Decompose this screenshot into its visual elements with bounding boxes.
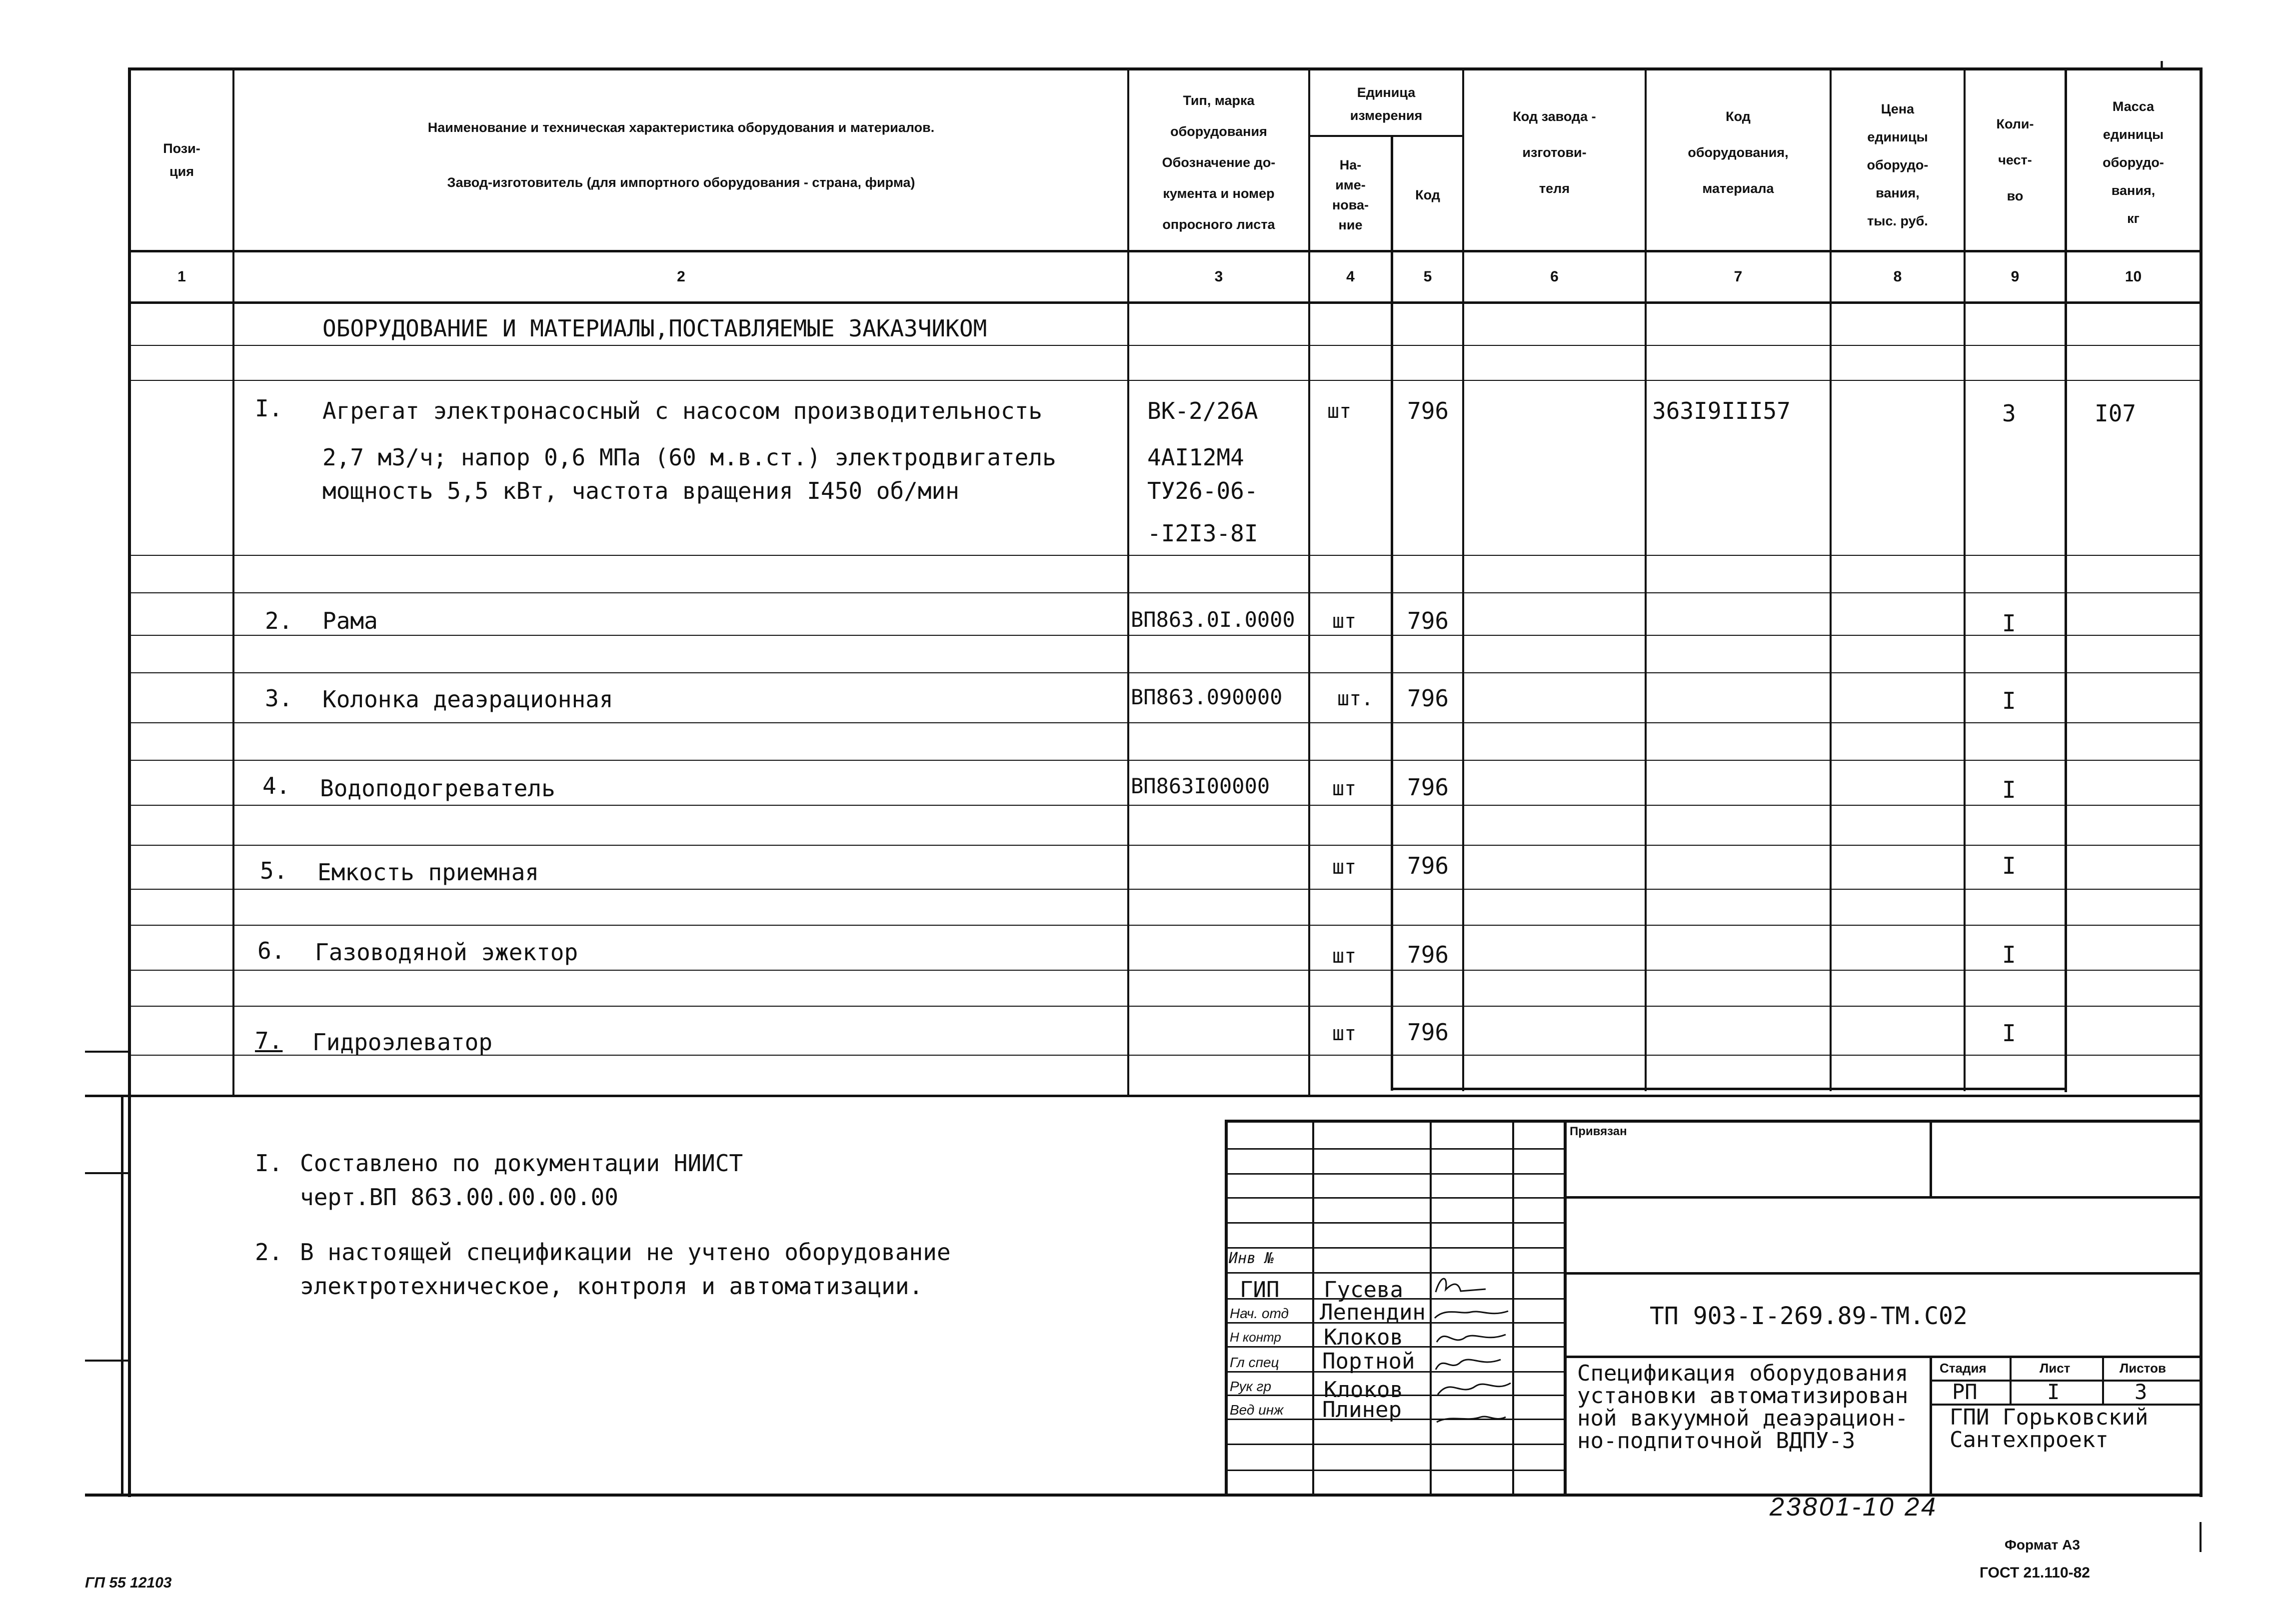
tb-h (1225, 1148, 1565, 1150)
row-sep (129, 345, 2201, 346)
note-text: черт.ВП 863.00.00.00.00 (300, 1184, 618, 1211)
lower-left-border (121, 1097, 123, 1495)
item-unit-code: 796 (1407, 941, 1449, 968)
item-position: 2. (265, 607, 293, 634)
tb-attached-bottom (1564, 1196, 2202, 1199)
header-factory-code: Код завода - изготови- теля (1513, 109, 1596, 196)
item-type: ВК-2/26А (1147, 397, 1258, 424)
item-position: 6. (257, 937, 285, 964)
tb-stage-v1 (2010, 1356, 2012, 1405)
page-corner-mark: ı (2160, 55, 2164, 73)
tb-code-bottom (1564, 1356, 2202, 1358)
stage-label: Стадия (1940, 1361, 1987, 1376)
col-line-6 (1645, 67, 1647, 1091)
tb-name: Гусева (1324, 1277, 1403, 1303)
colnum-8: 8 (1893, 268, 1902, 285)
item-equipment-code: 363I9III57 (1652, 397, 1791, 424)
note-number: 2. (255, 1239, 283, 1266)
tb-left (1225, 1120, 1228, 1495)
row-sep (129, 722, 2201, 723)
item-unit: шт (1327, 400, 1352, 423)
item-name: Гидроэлеватор (312, 1029, 493, 1056)
item-quantity: I (2002, 1020, 2016, 1047)
tb-name: Клоков (1324, 1325, 1403, 1350)
colnum-bottom-line (129, 301, 2201, 304)
archive-number: 23801-10 24 (1770, 1493, 1938, 1522)
colnum-2: 2 (677, 268, 685, 285)
tb-inv-label: Инв № (1229, 1250, 1274, 1267)
header-unit-group: Единица измерения (1350, 84, 1423, 123)
row-sep (129, 672, 2201, 673)
note-text: В настоящей спецификации не учтено оборудование (300, 1239, 951, 1266)
tb-top (1225, 1120, 2202, 1123)
tb-v1 (1312, 1120, 1314, 1495)
note-text: электротехническое, контроля и автоматизации. (300, 1273, 923, 1300)
tb-role: Вед инж (1230, 1402, 1284, 1418)
row-sep (129, 970, 2201, 971)
sheet-value: I (2047, 1380, 2060, 1404)
item-type: ВП863.090000 (1131, 685, 1283, 709)
item-position: 7. (255, 1027, 283, 1054)
item-name: Емкость приемная (317, 859, 539, 886)
colnum-9: 9 (2011, 268, 2020, 285)
tb-role: Гл спец (1230, 1355, 1279, 1370)
item-name: 2,7 м3/ч; напор 0,6 МПа (60 м.в.ст.) электродвигатель (322, 444, 1056, 471)
tb-stage-split (1930, 1356, 1932, 1495)
item-quantity: 3 (2002, 400, 2016, 427)
note-number: I. (255, 1150, 283, 1177)
col-line-5 (1462, 67, 1464, 1091)
item-name: мощность 5,5 кВт, частота вращения I450 об/мин (322, 477, 959, 504)
table-right-border (2200, 67, 2203, 1497)
item-type: -I2I3-8I (1147, 520, 1258, 547)
header-mass: Масса единицы оборудо- вания, кг (2103, 99, 2164, 226)
item-unit-code: 796 (1407, 1019, 1449, 1046)
row-sep (129, 845, 2201, 846)
tb-h (1225, 1247, 1565, 1249)
row-sep (129, 380, 2201, 381)
section-title: ОБОРУДОВАНИЕ И МАТЕРИАЛЫ,ПОСТАВЛЯЕМЫЕ ЗАКАЗЧИКОМ (322, 315, 987, 342)
item-unit: шт (1332, 1022, 1357, 1045)
tb-h (1225, 1272, 1565, 1274)
row-sep (129, 805, 2201, 806)
item-mass: I07 (2095, 400, 2137, 427)
row-sep (129, 925, 2201, 926)
tb-name: Портной (1322, 1349, 1415, 1374)
item-position: 3. (265, 685, 293, 712)
gost-label: ГОСТ 21.110-82 (1980, 1565, 2090, 1581)
header-position: Пози- ция (163, 141, 200, 179)
tb-stage-v2 (2102, 1356, 2104, 1405)
item-position: I. (255, 395, 283, 422)
item-unit-code: 796 (1407, 397, 1449, 424)
header-unit-code: Код (1415, 187, 1440, 202)
inner-box-bottom (1392, 1088, 2067, 1090)
row-sep (129, 635, 2201, 636)
sheets-label: Листов (2120, 1361, 2166, 1376)
tb-v4 (1564, 1120, 1567, 1495)
item-type: ВП863I00000 (1131, 774, 1270, 798)
handwritten-signatures (1431, 1272, 1513, 1445)
sheets-value: 3 (2135, 1380, 2148, 1404)
item-quantity: I (2002, 687, 2016, 714)
item-name: Агрегат электронасосный с насосом производительность (322, 397, 1043, 424)
header-price: Цена единицы оборудо- вания, тыс. руб. (1867, 101, 1929, 228)
tb-name: Плинер (1322, 1397, 1402, 1423)
item-name: Колонка деаэрационная (322, 686, 613, 713)
colnum-5: 5 (1423, 268, 1432, 285)
right-margin-tick (2200, 1522, 2202, 1552)
item-quantity: I (2002, 941, 2016, 968)
tb-name: Клоков (1324, 1377, 1403, 1403)
document-title: установки автоматизирован (1577, 1383, 1909, 1409)
tb-attached-split (1930, 1120, 1932, 1197)
colnum-6: 6 (1550, 268, 1559, 285)
row-sep (129, 592, 2201, 593)
tb-h (1225, 1222, 1565, 1224)
item-unit: шт (1332, 777, 1357, 800)
sheet-label: Лист (2040, 1361, 2071, 1376)
item-name: Водоподогреватель (320, 775, 555, 802)
document-title: ной вакуумной деаэрацион- (1577, 1406, 1909, 1431)
tb-h (1225, 1444, 1565, 1445)
unit-group-divider (1308, 135, 1463, 137)
colnum-4: 4 (1346, 268, 1355, 285)
item-quantity: I (2002, 776, 2016, 803)
row-sep (129, 555, 2201, 556)
organization: ГПИ Горьковский (1950, 1405, 2149, 1430)
item-position: 4. (262, 772, 290, 799)
tb-code-top (1564, 1272, 2202, 1275)
colnum-3: 3 (1214, 268, 1223, 285)
margin-tick (85, 1051, 130, 1053)
header-type: Тип, марка оборудования Обозначение до- кумента и номер опросного листа (1162, 93, 1276, 232)
tb-role: Нач. отд (1230, 1306, 1289, 1321)
item-unit: шт (1332, 610, 1357, 633)
item-name: Рама (322, 607, 378, 634)
colnum-10: 10 (2125, 268, 2142, 285)
item-position: 5. (260, 857, 288, 884)
table-top-border (129, 67, 2201, 70)
row-sep (129, 1006, 2201, 1007)
item-type: 4АI12М4 (1147, 444, 1244, 471)
row-sep (129, 760, 2201, 761)
tb-h (1225, 1470, 1565, 1471)
print-code: ГП 55 12103 (85, 1575, 172, 1591)
tb-attached-label: Привязан (1570, 1125, 1627, 1138)
item-type: ВП863.0I.0000 (1131, 607, 1295, 632)
organization: Сантехпроект (1950, 1427, 2109, 1453)
tb-role: Н контр (1230, 1330, 1281, 1345)
item-quantity: I (2002, 852, 2016, 879)
note-text: Составлено по документации НИИСТ (300, 1150, 743, 1177)
document-title: Спецификация оборудования (1577, 1361, 1909, 1386)
header-equipment-code: Код оборудования, материала (1688, 109, 1789, 196)
header-unit-name: На- име- нова- ние (1332, 157, 1369, 232)
item-unit-code: 796 (1407, 685, 1449, 712)
tb-role: ГИП (1240, 1277, 1280, 1303)
tb-role: Рук гр (1230, 1379, 1272, 1394)
header-name-line1: Наименование и техническая характеристика оборудования и материалов. (427, 120, 935, 135)
header-quantity: Коли- чест- во (1996, 116, 2034, 203)
item-quantity: I (2002, 610, 2016, 637)
document-title: но-подпиточной ВДПУ-3 (1577, 1428, 1856, 1454)
item-unit-code: 796 (1407, 774, 1449, 801)
document-code: ТП 903-I-269.89-ТМ.С02 (1650, 1302, 1968, 1330)
row-sep (129, 889, 2201, 890)
tb-h (1225, 1197, 1565, 1199)
stage-value: РП (1952, 1380, 1978, 1404)
item-unit-code: 796 (1407, 607, 1449, 634)
col-line-1 (232, 67, 234, 1096)
tb-name: Лепендин (1320, 1300, 1426, 1325)
colnum-1: 1 (177, 268, 186, 285)
tb-h (1225, 1173, 1565, 1175)
item-unit: шт (1332, 945, 1357, 968)
item-unit: шт (1332, 856, 1357, 879)
item-name: Газоводяной эжектор (315, 939, 578, 966)
colnum-7: 7 (1734, 268, 1743, 285)
header-name-line2: Завод-изготовитель (для импортного оборудования - страна, фирма) (447, 175, 915, 190)
item-unit-code: 796 (1407, 852, 1449, 879)
format-label: Формат А3 (2005, 1537, 2080, 1553)
body-bottom-line (85, 1095, 2202, 1097)
item-unit: шт. (1337, 687, 1374, 710)
item-type: ТУ26-06- (1147, 477, 1258, 504)
